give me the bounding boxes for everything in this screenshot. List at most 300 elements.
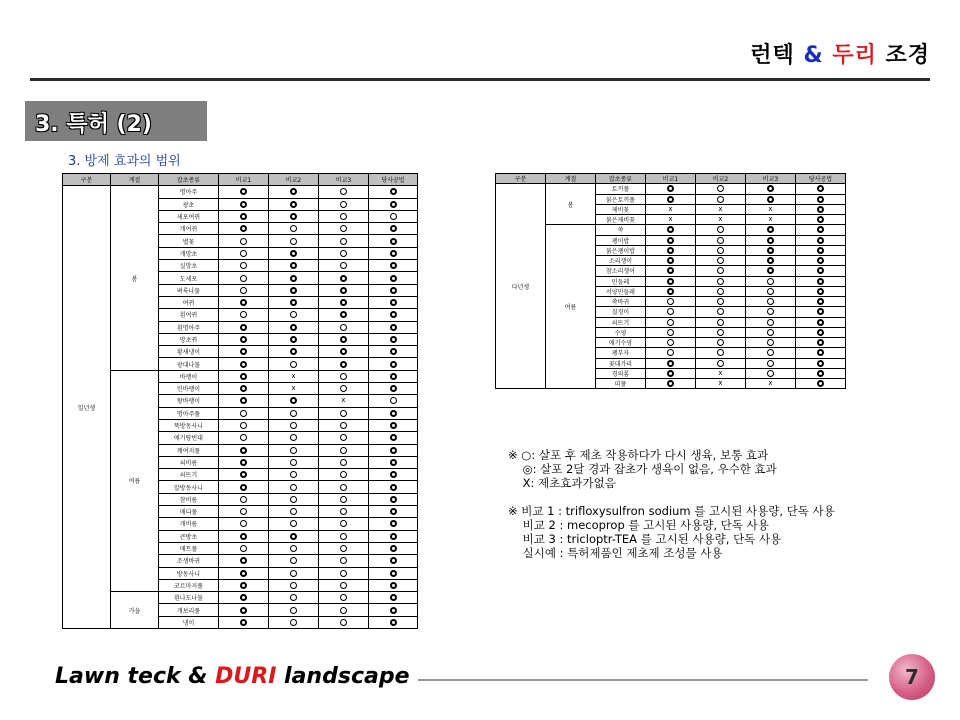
season-cell: 봄 xyxy=(111,186,159,370)
double-circle-icon xyxy=(390,275,397,282)
double-circle-icon xyxy=(817,298,824,305)
result-cell xyxy=(319,444,369,456)
result-cell xyxy=(369,579,418,591)
result-cell xyxy=(369,555,418,567)
circle-icon xyxy=(340,250,347,257)
result-cell xyxy=(319,506,369,518)
result-cell xyxy=(796,368,846,378)
column-header: 비교2 xyxy=(696,174,746,184)
result-cell xyxy=(369,284,418,296)
legend-line-x: X: 제초효과가없음 xyxy=(508,476,616,490)
double-circle-icon xyxy=(667,278,674,285)
double-circle-icon xyxy=(240,607,247,614)
double-circle-icon xyxy=(290,250,297,257)
circle-icon xyxy=(290,484,297,491)
result-cell xyxy=(269,309,319,321)
result-cell xyxy=(219,579,269,591)
weed-name-cell: 소리쟁이 xyxy=(596,256,646,266)
result-cell xyxy=(369,346,418,358)
result-cell xyxy=(319,481,369,493)
weed-name-cell: 여뀌 xyxy=(159,296,219,308)
double-circle-icon xyxy=(240,619,247,626)
double-circle-icon xyxy=(817,308,824,315)
result-cell xyxy=(219,456,269,468)
weed-name-cell: 왕바랭이 xyxy=(159,395,219,407)
circle-icon xyxy=(340,422,347,429)
result-cell xyxy=(269,395,319,407)
result-cell xyxy=(319,358,369,370)
double-circle-icon xyxy=(340,275,347,282)
result-cell xyxy=(696,225,746,235)
result-cell xyxy=(219,321,269,333)
weed-name-cell: 별꽃 xyxy=(159,235,219,247)
double-circle-icon xyxy=(340,348,347,355)
result-cell xyxy=(369,481,418,493)
result-cell xyxy=(269,333,319,345)
circle-icon xyxy=(340,545,347,552)
result-cell xyxy=(319,333,369,345)
result-cell xyxy=(219,481,269,493)
result-cell xyxy=(269,493,319,505)
result-cell xyxy=(746,194,796,204)
circle-icon xyxy=(290,520,297,527)
weed-name-cell: 큰방초 xyxy=(159,530,219,542)
double-circle-icon xyxy=(240,484,247,491)
weed-name-cell: 흰명아주 xyxy=(159,321,219,333)
result-cell xyxy=(746,338,796,348)
result-cell xyxy=(369,309,418,321)
result-cell xyxy=(369,432,418,444)
column-header: 잡초종류 xyxy=(596,174,646,184)
circle-icon xyxy=(240,250,247,257)
weed-name-cell: 개망초 xyxy=(159,247,219,259)
circle-icon xyxy=(290,447,297,454)
circle-icon xyxy=(390,397,397,404)
circle-icon xyxy=(717,339,724,346)
result-cell xyxy=(269,247,319,259)
double-circle-icon xyxy=(390,496,397,503)
result-cell xyxy=(319,260,369,272)
result-cell xyxy=(796,297,846,307)
double-circle-icon xyxy=(390,471,397,478)
circle-icon xyxy=(290,238,297,245)
result-cell xyxy=(369,370,418,382)
double-circle-icon xyxy=(240,582,247,589)
result-cell xyxy=(219,616,269,628)
double-circle-icon xyxy=(390,287,397,294)
result-cell xyxy=(219,198,269,210)
comparison-line-2: 비교 2 : mecoprop 를 고시된 사용량, 단독 사용 xyxy=(508,518,769,532)
column-header: 구분 xyxy=(63,174,111,186)
weed-name-cell: 개여뀌 xyxy=(159,223,219,235)
result-cell xyxy=(796,194,846,204)
result-cell xyxy=(696,256,746,266)
double-circle-icon xyxy=(240,471,247,478)
result-cell xyxy=(746,379,796,389)
circle-icon xyxy=(290,570,297,577)
circle-icon xyxy=(717,278,724,285)
result-cell xyxy=(746,245,796,255)
circle-icon xyxy=(717,349,724,356)
circle-icon xyxy=(667,319,674,326)
result-cell xyxy=(369,383,418,395)
double-circle-icon xyxy=(667,257,674,264)
weed-name-cell: 띠풀 xyxy=(596,379,646,389)
circle-icon xyxy=(667,298,674,305)
circle-icon xyxy=(390,213,397,220)
double-circle-icon xyxy=(817,360,824,367)
column-header: 비교3 xyxy=(746,174,796,184)
result-cell xyxy=(369,616,418,628)
result-cell xyxy=(646,184,696,194)
result-cell xyxy=(369,358,418,370)
double-circle-icon xyxy=(340,287,347,294)
double-circle-icon xyxy=(390,410,397,417)
table-row xyxy=(63,186,418,198)
circle-icon xyxy=(340,607,347,614)
result-cell xyxy=(269,481,319,493)
result-cell xyxy=(269,235,319,247)
result-cell xyxy=(319,210,369,222)
result-cell xyxy=(319,395,369,407)
table-header-row xyxy=(63,174,418,186)
table-row xyxy=(496,184,846,194)
circle-icon xyxy=(290,496,297,503)
circle-icon xyxy=(667,349,674,356)
result-cell xyxy=(646,338,696,348)
result-cell xyxy=(746,235,796,245)
double-circle-icon xyxy=(390,607,397,614)
circle-icon xyxy=(340,594,347,601)
weed-name-cell: 토끼풀 xyxy=(596,184,646,194)
result-cell xyxy=(269,542,319,554)
result-cell xyxy=(696,348,746,358)
result-cell xyxy=(796,256,846,266)
circle-icon xyxy=(290,471,297,478)
double-circle-icon xyxy=(340,361,347,368)
result-cell xyxy=(269,555,319,567)
x-mark-icon: x xyxy=(768,379,773,388)
result-cell xyxy=(796,379,846,389)
result-cell xyxy=(269,592,319,604)
double-circle-icon xyxy=(390,201,397,208)
double-circle-icon xyxy=(667,196,674,203)
result-cell xyxy=(269,370,319,382)
double-circle-icon xyxy=(767,196,774,203)
result-cell xyxy=(219,395,269,407)
footer-part1: Lawn teck & xyxy=(55,664,216,689)
result-cell xyxy=(369,567,418,579)
double-circle-icon xyxy=(390,447,397,454)
result-cell xyxy=(369,247,418,259)
weed-name-cell: 실망초 xyxy=(159,260,219,272)
double-circle-icon xyxy=(667,288,674,295)
result-cell xyxy=(319,272,369,284)
column-header: 잡초종류 xyxy=(159,174,219,186)
result-cell xyxy=(319,604,369,616)
double-circle-icon xyxy=(667,380,674,387)
circle-icon xyxy=(290,311,297,318)
weed-name-cell: 명아주풀 xyxy=(159,407,219,419)
result-cell xyxy=(796,225,846,235)
result-cell xyxy=(319,567,369,579)
result-cell xyxy=(319,296,369,308)
result-cell xyxy=(269,604,319,616)
result-cell xyxy=(796,215,846,225)
circle-icon xyxy=(767,339,774,346)
result-cell xyxy=(319,223,369,235)
column-header: 비교1 xyxy=(646,174,696,184)
result-cell xyxy=(269,296,319,308)
double-circle-icon xyxy=(390,545,397,552)
result-cell xyxy=(646,235,696,245)
double-circle-icon xyxy=(390,508,397,515)
result-cell xyxy=(269,198,319,210)
circle-icon xyxy=(767,278,774,285)
weed-name-cell: 쑥 xyxy=(596,225,646,235)
category-cell: 일년생 xyxy=(63,186,111,629)
double-circle-icon xyxy=(667,185,674,192)
result-cell xyxy=(269,186,319,198)
x-mark-icon: x xyxy=(718,379,723,388)
double-circle-icon xyxy=(390,188,397,195)
circle-icon xyxy=(767,308,774,315)
result-cell xyxy=(369,186,418,198)
circle-icon xyxy=(340,520,347,527)
result-cell xyxy=(796,245,846,255)
double-circle-icon xyxy=(667,247,674,254)
circle-icon xyxy=(240,238,247,245)
result-cell xyxy=(269,518,319,530)
circle-icon xyxy=(717,247,724,254)
circle-icon xyxy=(290,582,297,589)
double-circle-icon xyxy=(767,257,774,264)
result-cell xyxy=(646,368,696,378)
result-cell xyxy=(319,370,369,382)
result-cell xyxy=(219,186,269,198)
circle-icon xyxy=(767,349,774,356)
double-circle-icon xyxy=(290,262,297,269)
weed-name-cell: 조생바귀 xyxy=(159,555,219,567)
double-circle-icon xyxy=(390,385,397,392)
result-cell xyxy=(219,235,269,247)
season-cell: 봄 xyxy=(546,184,596,225)
circle-icon xyxy=(717,257,724,264)
result-cell xyxy=(646,245,696,255)
result-cell xyxy=(319,186,369,198)
result-cell xyxy=(746,276,796,286)
double-circle-icon xyxy=(667,267,674,274)
result-cell xyxy=(696,297,746,307)
table-row xyxy=(63,592,418,604)
result-cell xyxy=(219,506,269,518)
result-cell xyxy=(219,493,269,505)
double-circle-icon xyxy=(817,370,824,377)
weed-name-cell: 뚝방동사니 xyxy=(159,419,219,431)
double-circle-icon xyxy=(817,257,824,264)
circle-icon xyxy=(767,298,774,305)
result-cell xyxy=(369,542,418,554)
result-cell xyxy=(319,419,369,431)
header-duri: 두리 xyxy=(832,43,877,68)
circle-icon xyxy=(340,471,347,478)
weed-name-cell: 붉은제비꽃 xyxy=(596,215,646,225)
double-circle-icon xyxy=(240,594,247,601)
footer-divider xyxy=(418,679,868,681)
result-cell xyxy=(646,266,696,276)
weed-name-cell: 깨여지풀 xyxy=(159,444,219,456)
double-circle-icon xyxy=(390,434,397,441)
column-header: 계절 xyxy=(111,174,159,186)
circle-icon xyxy=(240,287,247,294)
x-mark-icon: x xyxy=(718,215,723,224)
result-cell xyxy=(696,245,746,255)
result-cell xyxy=(219,567,269,579)
circle-icon xyxy=(240,545,247,552)
result-cell xyxy=(369,518,418,530)
double-circle-icon xyxy=(390,311,397,318)
double-circle-icon xyxy=(290,533,297,540)
weed-name-cell: 코르마지풀 xyxy=(159,579,219,591)
result-cell xyxy=(646,358,696,368)
circle-icon xyxy=(717,196,724,203)
weed-name-cell: 수영 xyxy=(596,327,646,337)
circle-icon xyxy=(290,410,297,417)
result-cell xyxy=(796,358,846,368)
x-mark-icon: x xyxy=(768,215,773,224)
double-circle-icon xyxy=(240,570,247,577)
double-circle-icon xyxy=(817,349,824,356)
double-circle-icon xyxy=(390,250,397,257)
result-cell xyxy=(319,346,369,358)
subtitle: 3. 방제 효과의 범위 xyxy=(68,154,181,169)
result-cell xyxy=(269,346,319,358)
result-cell xyxy=(696,338,746,348)
weed-name-cell: 알방동사니 xyxy=(159,481,219,493)
example-line: 실시예 : 특허제품인 제초제 조성물 사용 xyxy=(508,546,723,560)
result-cell xyxy=(646,307,696,317)
result-cell xyxy=(219,432,269,444)
circle-icon xyxy=(240,311,247,318)
double-circle-icon xyxy=(767,237,774,244)
result-cell xyxy=(219,358,269,370)
weed-name-cell: 세포여뀌 xyxy=(159,210,219,222)
legend-notes xyxy=(508,448,835,560)
result-cell xyxy=(319,198,369,210)
weed-name-cell: 경의롬 xyxy=(596,368,646,378)
result-cell xyxy=(319,432,369,444)
comparison-line-3: 비교 3 : tricloptr-TEA 를 고시된 사용량, 단독 사용 xyxy=(508,532,782,546)
double-circle-icon xyxy=(817,226,824,233)
weed-name-cell: 명아주 xyxy=(159,186,219,198)
result-cell xyxy=(269,432,319,444)
circle-icon xyxy=(340,385,347,392)
double-circle-icon xyxy=(817,206,824,213)
double-circle-icon xyxy=(240,459,247,466)
circle-icon xyxy=(340,533,347,540)
result-cell xyxy=(746,317,796,327)
legend-line-double-circle: ◎: 살포 2달 경과 잡초가 생육이 없음, 우수한 효과 xyxy=(508,462,777,476)
circle-icon xyxy=(717,308,724,315)
result-cell xyxy=(369,506,418,518)
result-cell xyxy=(219,419,269,431)
result-cell xyxy=(219,542,269,554)
double-circle-icon xyxy=(290,287,297,294)
result-cell xyxy=(696,317,746,327)
weed-name-cell: 애기수영 xyxy=(596,338,646,348)
result-cell xyxy=(746,297,796,307)
weed-name-cell: 바랭이 xyxy=(159,370,219,382)
result-cell xyxy=(269,567,319,579)
result-cell xyxy=(369,210,418,222)
double-circle-icon xyxy=(817,288,824,295)
result-cell xyxy=(269,321,319,333)
weed-name-cell: 흰여뀌 xyxy=(159,309,219,321)
result-cell xyxy=(646,379,696,389)
result-cell xyxy=(746,256,796,266)
result-cell xyxy=(646,327,696,337)
x-mark-icon: x xyxy=(341,396,346,405)
circle-icon xyxy=(340,570,347,577)
result-cell xyxy=(219,296,269,308)
double-circle-icon xyxy=(390,422,397,429)
double-circle-icon xyxy=(390,373,397,380)
double-circle-icon xyxy=(390,324,397,331)
result-cell xyxy=(796,286,846,296)
double-circle-icon xyxy=(817,267,824,274)
header-title xyxy=(750,38,930,69)
footer-duri: DURI xyxy=(215,664,277,689)
result-cell xyxy=(696,184,746,194)
result-cell xyxy=(219,444,269,456)
weed-name-cell: 괭이밥 xyxy=(596,235,646,245)
circle-icon xyxy=(340,582,347,589)
result-cell xyxy=(369,530,418,542)
double-circle-icon xyxy=(817,278,824,285)
left-weed-table xyxy=(62,173,418,629)
season-cell: 가을 xyxy=(111,592,159,629)
circle-icon xyxy=(340,557,347,564)
double-circle-icon xyxy=(390,225,397,232)
result-cell xyxy=(319,456,369,468)
weed-name-cell: 괭부자 xyxy=(596,348,646,358)
result-cell xyxy=(796,204,846,214)
table-row xyxy=(63,370,418,382)
circle-icon xyxy=(340,496,347,503)
result-cell xyxy=(696,276,746,286)
circle-icon xyxy=(240,410,247,417)
result-cell xyxy=(796,184,846,194)
circle-icon xyxy=(340,201,347,208)
weed-name-cell: 흰나도나물 xyxy=(159,592,219,604)
result-cell xyxy=(696,368,746,378)
result-cell xyxy=(319,235,369,247)
weed-name-cell: 쇠뜨기 xyxy=(596,317,646,327)
result-cell xyxy=(369,604,418,616)
circle-icon xyxy=(767,329,774,336)
circle-icon xyxy=(240,422,247,429)
double-circle-icon xyxy=(817,196,824,203)
result-cell xyxy=(746,358,796,368)
result-cell xyxy=(269,260,319,272)
result-cell xyxy=(796,327,846,337)
double-circle-icon xyxy=(290,299,297,306)
circle-icon xyxy=(240,434,247,441)
circle-icon xyxy=(240,496,247,503)
result-cell xyxy=(269,444,319,456)
result-cell xyxy=(746,348,796,358)
double-circle-icon xyxy=(290,397,297,404)
